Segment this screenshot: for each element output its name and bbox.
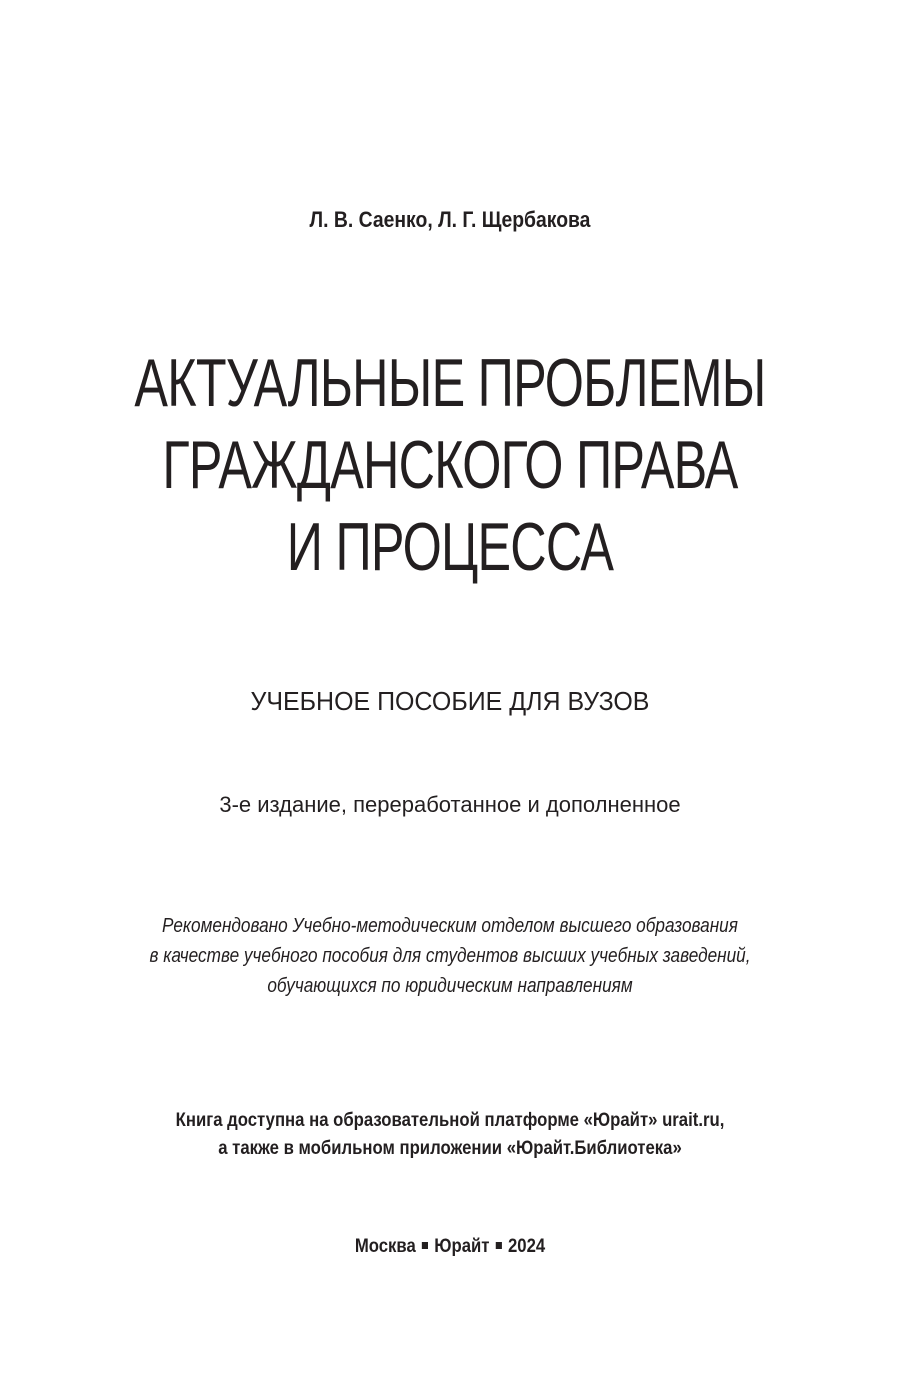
title-line-1: АКТУАЛЬНЫЕ ПРОБЛЕМЫ bbox=[134, 345, 766, 421]
subtitle: УЧЕБНОЕ ПОСОБИЕ ДЛЯ ВУЗОВ bbox=[250, 686, 650, 716]
availability-line-2: а также в мобильном приложении «Юрайт.Библиотека» bbox=[218, 1138, 682, 1159]
square-bullet-icon bbox=[422, 1242, 428, 1249]
title-line-3: И ПРОЦЕССА bbox=[286, 509, 614, 585]
imprint-publisher: Юрайт bbox=[434, 1236, 490, 1257]
imprint-year: 2024 bbox=[507, 1236, 546, 1257]
title-line-2: ГРАЖДАНСКОГО ПРАВА bbox=[162, 427, 738, 503]
recommendation-line-3: обучающихся по юридическим направлениям bbox=[267, 975, 633, 997]
recommendation-line-2: в качестве учебного пособия для студентов высших учебных заведений, bbox=[149, 945, 751, 967]
imprint bbox=[54, 1236, 846, 1258]
edition-note: 3-е издание, переработанное и дополненное bbox=[219, 792, 681, 817]
availability-line-1: Книга доступна на образовательной платформе «Юрайт» urait.ru, bbox=[175, 1110, 725, 1131]
recommendation-line-1: Рекомендовано Учебно-методическим отделом высшего образования bbox=[162, 915, 738, 937]
imprint-city: Москва bbox=[354, 1236, 416, 1257]
square-bullet-icon bbox=[496, 1242, 502, 1249]
authors: Л. В. Саенко, Л. Г. Щербакова bbox=[309, 207, 591, 232]
